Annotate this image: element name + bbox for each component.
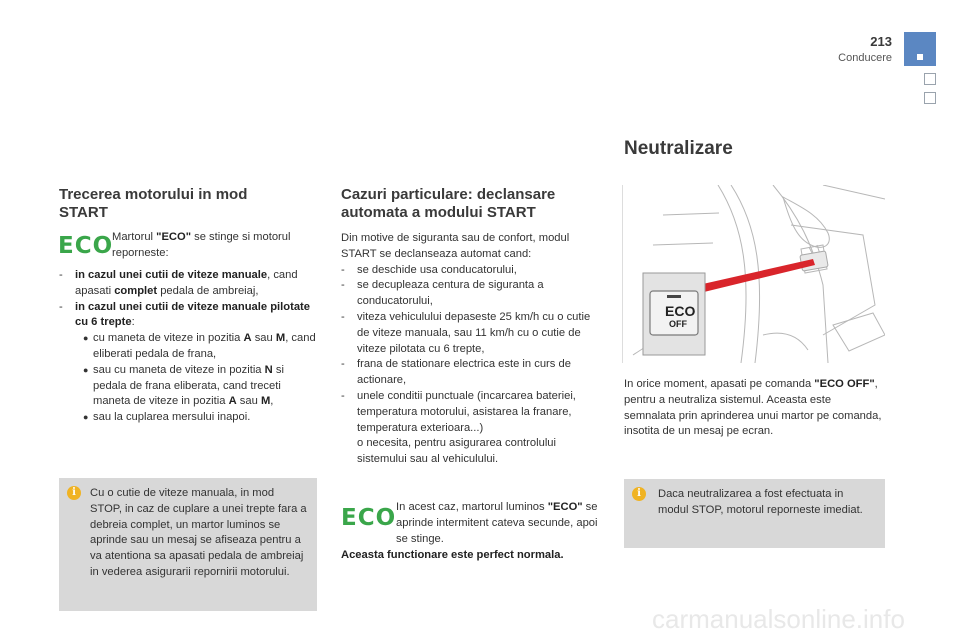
watermark: carmanualsonline.info (652, 604, 905, 634)
chapter-tab (904, 32, 936, 66)
eco-off-button-sublabel: OFF (669, 319, 687, 329)
tab-marker-icon (917, 54, 923, 60)
dashboard-illustration (622, 185, 884, 363)
col1-heading: Trecerea motorului in mod START (59, 186, 248, 221)
info-text: Cu o cutie de viteze manuala, in mod STOP, in caz de cuplare a unei trepte fara a debreia complet, un martor luminos se aprinde sau un mesaj se afiseaza pentru a va atentiona sa apasati pedala de ambreiaj in vederea asigurarii repornirii motorului. (90, 487, 307, 578)
col2-note: In acest caz, martorul luminos "ECO" se aprinde intermitent cateva secunde, apoi se stinge. (396, 501, 598, 545)
col2-normal: Aceasta functionare este perfect normala. (341, 549, 564, 561)
list-item: - frana de stationare electrica este in curs de actionare, (341, 358, 571, 387)
list-item: - in cazul unei cutii de viteze manuale pilotate cu 6 trepte: (59, 300, 310, 329)
list-item: - se deschide usa conducatorului, (341, 263, 517, 276)
info-box-neutralization (624, 479, 885, 548)
info-icon: i (632, 487, 646, 501)
sub-item: ● sau cu maneta de viteze in pozitia N si pedala de frana eliberata, cand treceti maneta de viteze in pozitia A sau M, (83, 363, 284, 408)
section-title: Conducere (838, 52, 892, 64)
info-icon: i (67, 486, 81, 500)
list-item: - viteza vehiculului depaseste 25 km/h cu o cutie de viteze manuala, sau 11 km/h cu o cutie de viteze pilotata cu 6 trepte, (341, 310, 591, 355)
col3-heading: Neutralizare (624, 138, 733, 159)
eco-indicator-icon: ECO (58, 233, 114, 259)
eco-off-button-label: ECO (665, 303, 696, 319)
tab-outline-1 (924, 73, 936, 85)
list-item: - unele conditii punctuale (incarcarea bateriei, temperatura motorului, asistarea la franare, temperatura exterioara...) (341, 389, 576, 434)
sub-item: ● sau la cuplarea mersului inapoi. (83, 411, 251, 424)
eco-indicator-icon: ECO (341, 505, 397, 531)
list-item: - se decupleaza centura de siguranta a conducatorului, (341, 279, 544, 308)
info-text: Daca neutralizarea a fost efectuata in modul STOP, motorul reporneste imediat. (658, 488, 863, 516)
col2-intro: Din motive de siguranta sau de confort, modul START se declanseaza automat cand: (341, 232, 570, 260)
tab-outline-2 (924, 92, 936, 104)
col1-intro: Martorul "ECO" se stinge si motorul reporneste: (112, 231, 291, 259)
col3-text: In orice moment, apasati pe comanda "ECO OFF", pentru a neutraliza sistemul. Aceasta este semnalata prin aprinderea unui martor pe comanda, insotita de un mesaj pe ecran. (624, 378, 882, 438)
col2-heading: Cazuri particulare: declansare automata a modului START (341, 186, 556, 221)
col1-list (59, 268, 317, 426)
info-box-manual (59, 478, 317, 611)
sub-item: ● cu maneta de viteze in pozitia A sau M, cand eliberati pedala de frana, (83, 332, 316, 360)
list-item-continuation: o necesita, pentru asigurarea controlului sistemului sau al vehiculului. (357, 437, 557, 466)
page-number: 213 (870, 34, 892, 49)
col2-body (341, 231, 603, 468)
list-item: - in cazul unei cutii de viteze manuale, cand apasati complet pedala de ambreiaj, (59, 269, 298, 297)
dashboard-drawing (623, 185, 885, 363)
